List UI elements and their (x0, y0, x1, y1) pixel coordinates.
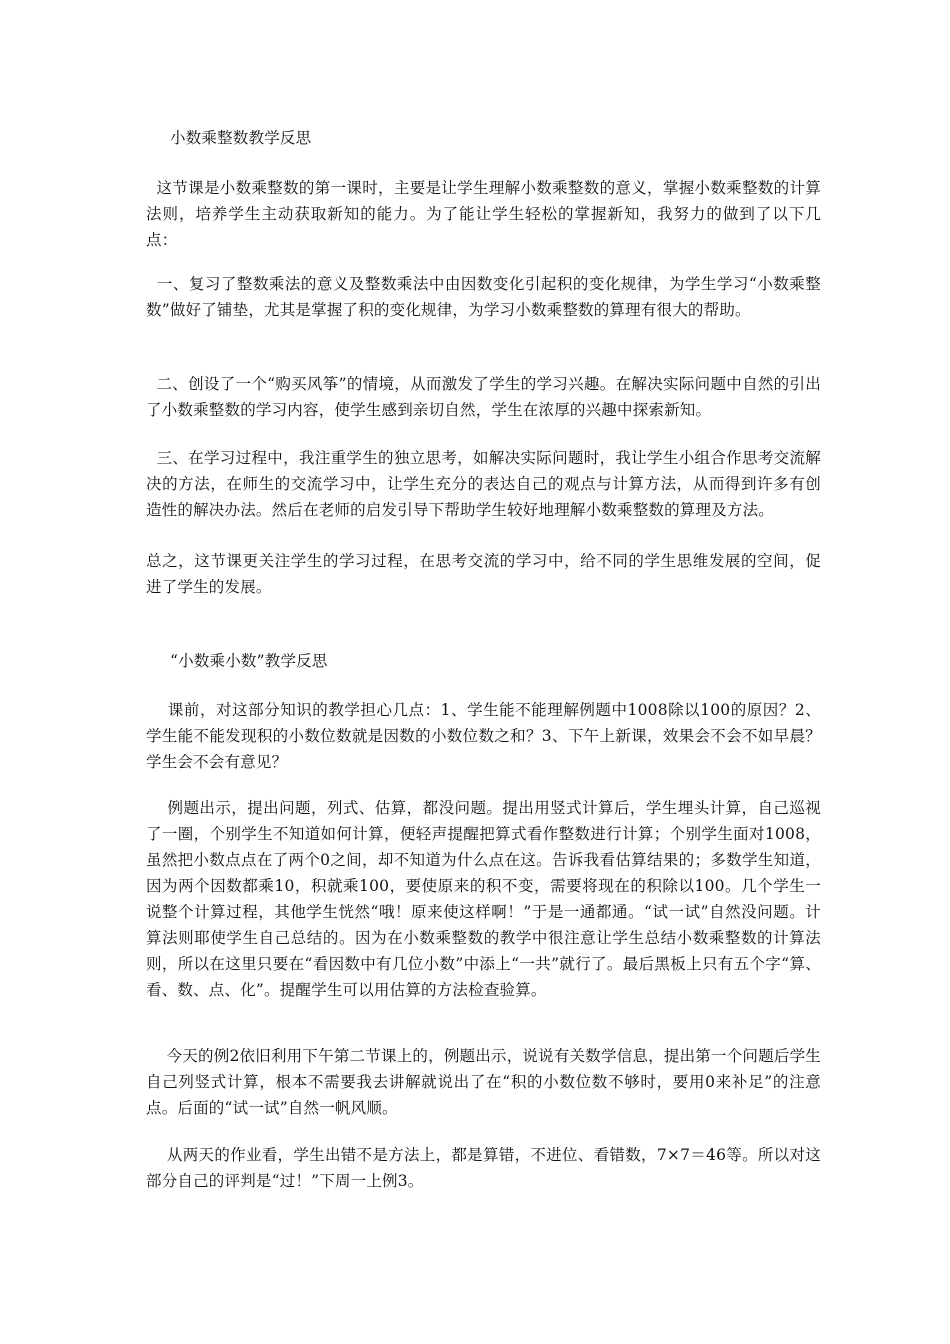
paragraph-summary: 总之，这节课更关注学生的学习过程，在思考交流的学习中，给不同的学生思维发展的空间，促进了学生的发展。 (146, 552, 821, 596)
title-decimal-times-decimal: “小数乘小数”教学反思 (170, 652, 328, 670)
paragraph-concerns: 课前，对这部分知识的教学担心几点：1、学生能不能理解例题中1008除以100的原因？2、学生能不能发现积的小数位数就是因数的小数位数之和？3、下午上新课，效果会不会不如早晨？学生会不会有意见？ (146, 701, 821, 771)
paragraph-example-one: 例题出示，提出问题，列式、估算，都没问题。提出用竖式计算后，学生埋头计算，自己巡视了一圈，个别学生不知道如何计算，便轻声提醒把算式看作整数进行计算；个别学生面对1008，虽然把小数点点在了两个0之间，却不知道为什么点在这。告诉我看估算结果的；多数学生知道，因为两个因数都乘10，积就乘100，要使原来的积不变，需要将现在的积除以100。几个学生一说整个计算过程，其他学生恍然“哦！原来使这样啊！”于是一通都通。“试一试”自然没问题。计算法则耶使学生自己总结的。因为在小数乘整数的教学中很注意让学生总结小数乘整数的计算法则，所以在这里只要在“看因数中有几位小数”中添上“一共”就行了。最后黑板上只有五个字“算、看、数、点、化”。提醒学生可以用估算的方法检查验算。 (146, 799, 822, 999)
title-decimal-times-integer: 小数乘整数教学反思 (170, 129, 312, 147)
paragraph-homework: 从两天的作业看，学生出错不是方法上，都是算错，不进位、看错数，7×7＝46等。所以对这部分自己的评判是“过！”下周一上例3。 (146, 1146, 821, 1190)
paragraph-point-three: 三、在学习过程中，我注重学生的独立思考，如解决实际问题时，我让学生小组合作思考交流解决的方法，在师生的交流学习中，让学生充分的表达自己的观点与计算方法，从而得到许多有创造性的解决办法。然后在老师的启发引导下帮助学生较好地理解小数乘整数的算理及方法。 (146, 449, 821, 519)
paragraph-example-two: 今天的例2依旧利用下午第二节课上的，例题出示，说说有关数学信息，提出第一个问题后学生自己列竖式计算，根本不需要我去讲解就说出了在“积的小数位数不够时，要用0来补足”的注意点。后面的“试一试”自然一帆风顺。 (146, 1047, 821, 1117)
paragraph-point-two: 二、创设了一个“购买风筝”的情境，从而激发了学生的学习兴趣。在解决实际问题中自然的引出了小数乘整数的学习内容，使学生感到亲切自然，学生在浓厚的兴趣中探索新知。 (146, 375, 821, 419)
paragraph-point-one: 一、复习了整数乘法的意义及整数乘法中由因数变化引起积的变化规律，为学生学习“小数乘整数”做好了铺垫，尤其是掌握了积的变化规律，为学习小数乘整数的算理有很大的帮助。 (146, 275, 821, 319)
paragraph-intro: 这节课是小数乘整数的第一课时，主要是让学生理解小数乘整数的意义，掌握小数乘整数的计算法则，培养学生主动获取新知的能力。为了能让学生轻松的掌握新知，我努力的做到了以下几点： (146, 179, 821, 249)
